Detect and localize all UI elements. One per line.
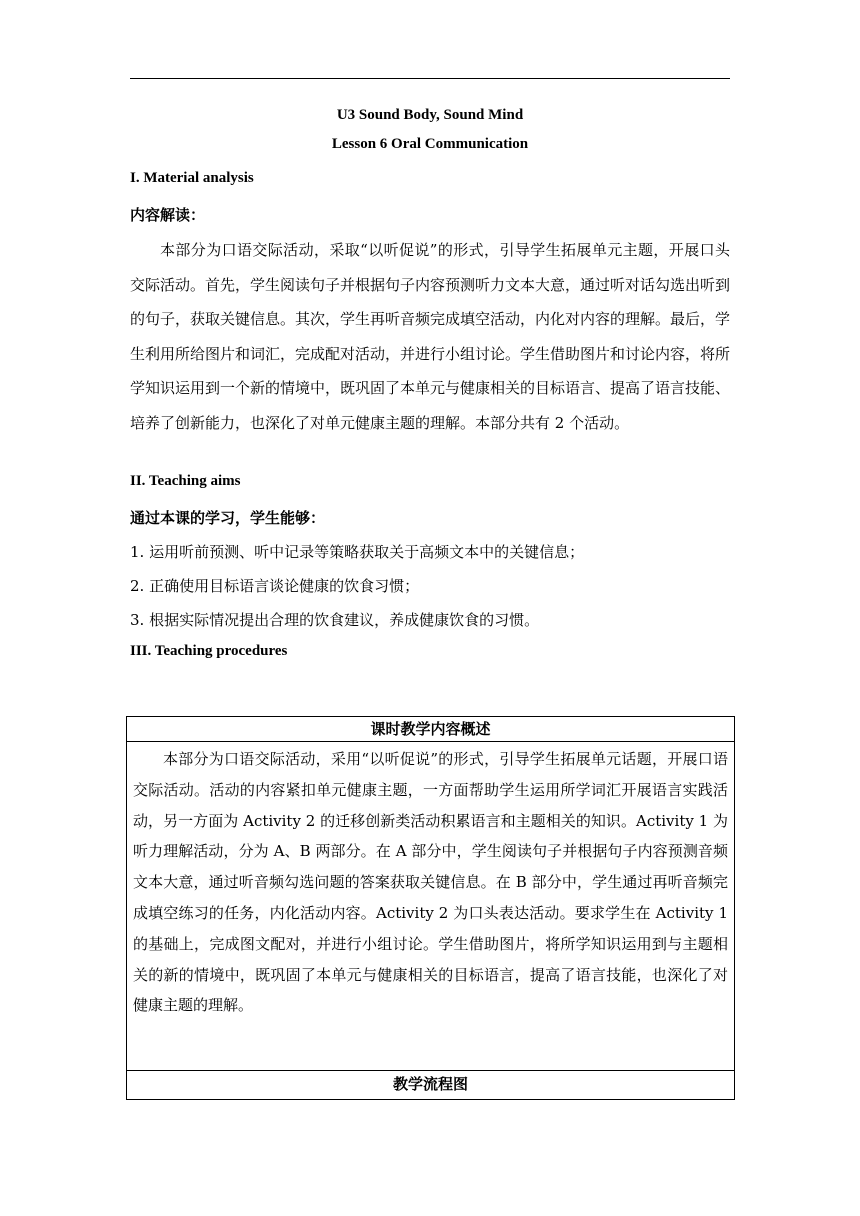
table-body-cell: 本部分为口语交际活动，采用“以听促说”的形式，引导学生拓展单元话题，开展口语交际活动。活动的内容紧扣单元健康主题，一方面帮助学生运用所学词汇开展语言实践活动，另一方面为 Activity 2 的迁移创新类活动积累语言和主题相关的知识。Activity 1 为听力理解活动，分为 A、B 两部分。在 A 部分中，学生阅读句子并根据句子内容预测音频文本大意，通过听音频勾选问题的答案获取关键信息。在 B 部分中，学生通过再听音频完成填空练习的任务，内化活动内容。Activity 2 为口头表达活动。要求学生在 Activity 1 的基础上，完成图文配对，并进行小组讨论。学生借助图片，将所学知识运用到与主题相关的新的情境中，既巩固了本单元与健康相关的目标语言，提高了语言技能，也深化了对健康主题的理解。 (133, 750, 728, 1015)
aim-item-3: 3. 根据实际情况提出合理的饮食建议，养成健康饮食的习惯。 (130, 611, 540, 629)
header-rule (130, 78, 730, 79)
section-heading-material-analysis: I. Material analysis (130, 170, 254, 186)
material-analysis-paragraph: 本部分为口语交际活动，采取“以听促说”的形式，引导学生拓展单元主题，开展口头交际活动。首先，学生阅读句子并根据句子内容预测听力文本大意，通过听对话勾选出听到的句子，获取关键信息。其次，学生再听音频完成填空活动，内化对内容的理解。最后，学生利用所给图片和词汇，完成配对活动，并进行小组讨论。学生借助图片和讨论内容，将所学知识运用到一个新的情境中，既巩固了本单元与健康相关的目标语言、提高了语言技能、培养了创新能力，也深化了对单元健康主题的理解。本部分共有 2 个活动。 (130, 241, 731, 432)
section-heading-teaching-procedures: III. Teaching procedures (130, 643, 288, 659)
lesson-overview-table (126, 716, 735, 1100)
document-subtitle: Lesson 6 Oral Communication (331, 136, 529, 152)
table-footer-cell: 教学流程图 (127, 1070, 734, 1099)
aim-item-1: 1. 运用听前预测、听中记录等策略获取关于高频文本中的关键信息； (130, 543, 585, 561)
section-heading-teaching-aims: II. Teaching aims (130, 473, 241, 489)
table-header-cell: 课时教学内容概述 (127, 717, 734, 742)
aim-item-2: 2. 正确使用目标语言谈论健康的饮食习惯； (130, 577, 420, 595)
document-title: U3 Sound Body, Sound Mind (336, 107, 524, 123)
section-label-content-interpretation: 内容解读： (130, 206, 206, 224)
section-label-aims-intro: 通过本课的学习，学生能够： (130, 509, 326, 527)
